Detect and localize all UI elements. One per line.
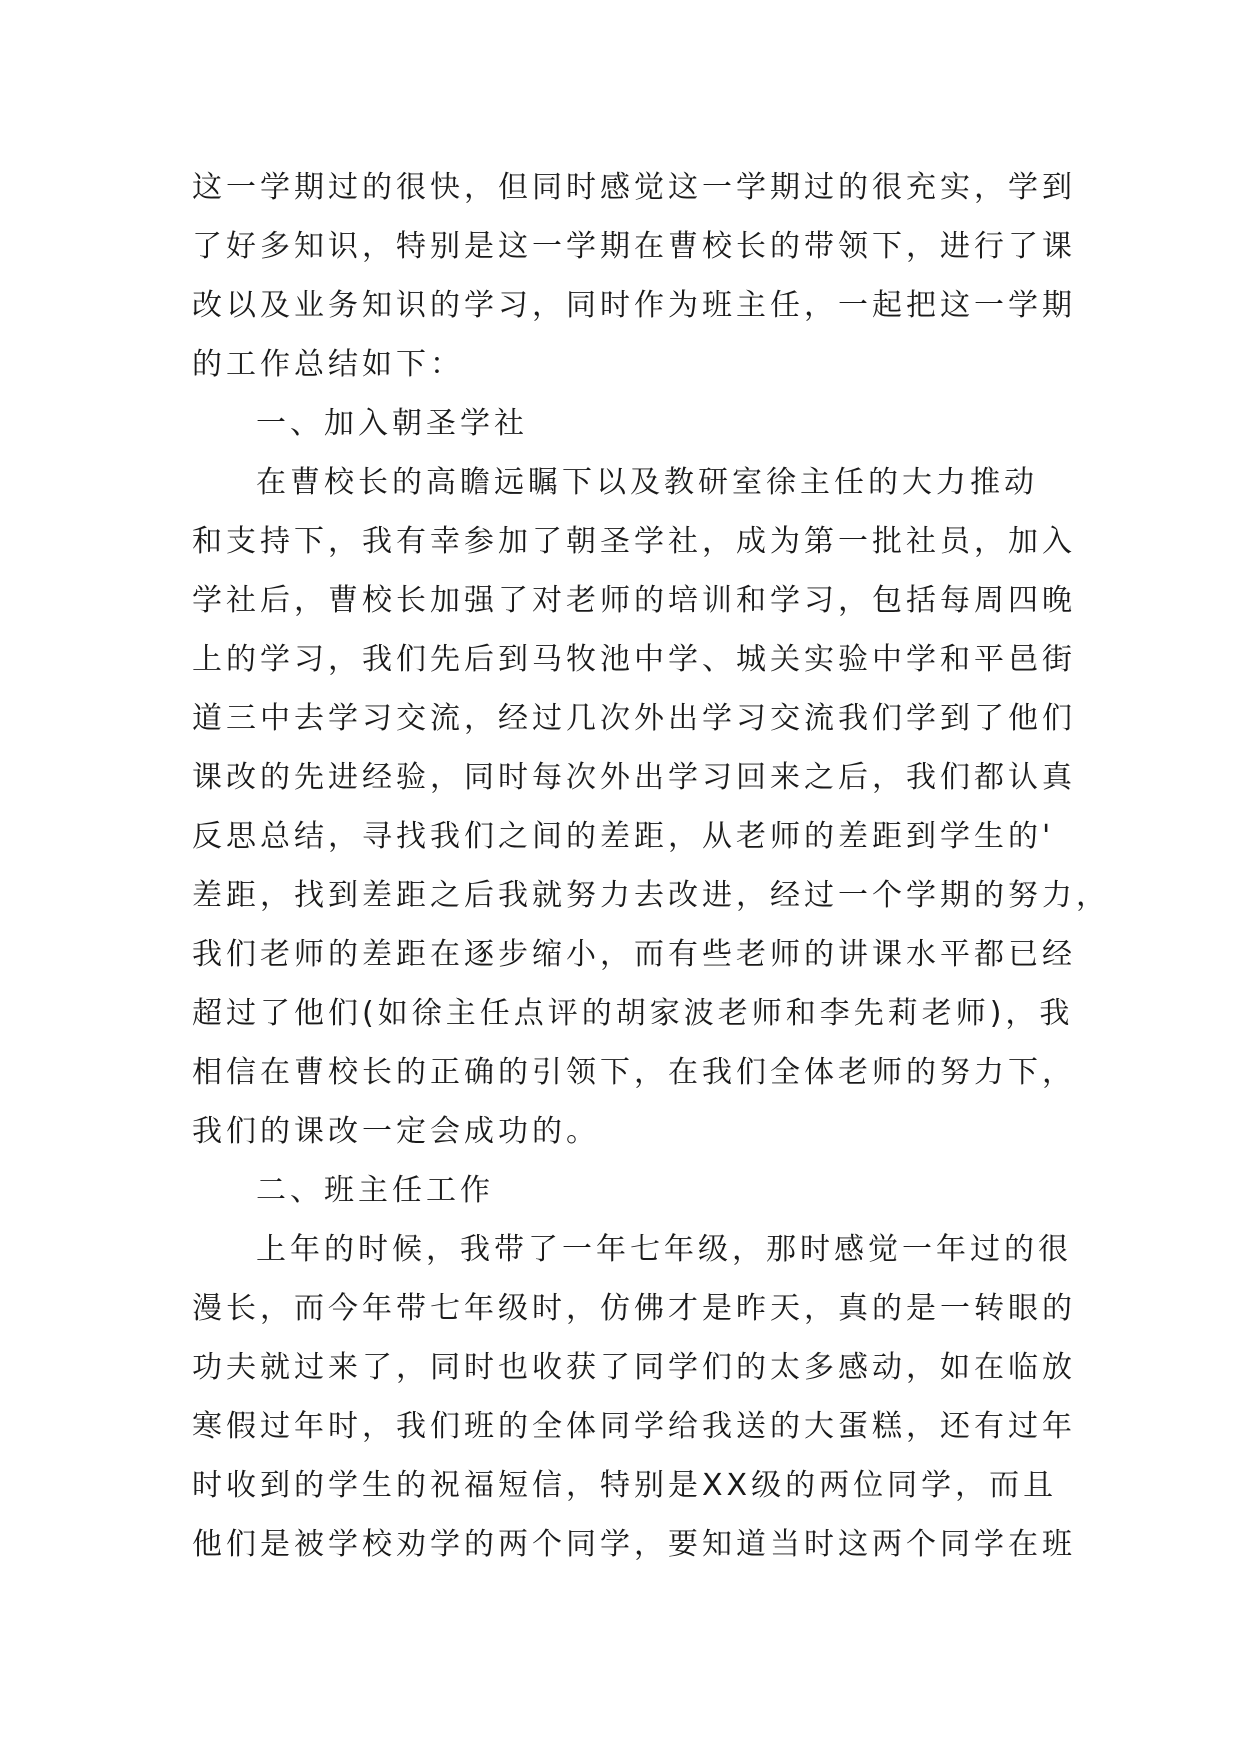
text-line: 在曹校长的高瞻远瞩下以及教研室徐主任的大力推动 xyxy=(256,465,1038,500)
text-line: 上的学习，我们先后到马牧池中学、城关实验中学和平邑街 xyxy=(192,642,1076,677)
text-line: 我们的课改一定会成功的。 xyxy=(192,1114,600,1149)
text-line: 超过了他们(如徐主任点评的胡家波老师和李先莉老师)，我 xyxy=(192,996,1074,1031)
text-line: 差距，找到差距之后我就努力去改进，经过一个学期的努力， xyxy=(192,878,1110,913)
text-line: 他们是被学校劝学的两个同学，要知道当时这两个同学在班 xyxy=(192,1527,1076,1562)
section-heading: 一、加入朝圣学社 xyxy=(256,406,528,441)
text-line: 上年的时候，我带了一年七年级，那时感觉一年过的很 xyxy=(256,1232,1072,1267)
text-line: 改以及业务知识的学习，同时作为班主任，一起把这一学期 xyxy=(192,288,1076,323)
text-line: 寒假过年时，我们班的全体同学给我送的大蛋糕，还有过年 xyxy=(192,1409,1076,1444)
document-body xyxy=(192,158,1110,1574)
text-line: 时收到的学生的祝福短信，特别是XX级的两位同学，而且 xyxy=(192,1468,1058,1503)
text-line: 学社后，曹校长加强了对老师的培训和学习，包括每周四晚 xyxy=(192,583,1076,618)
text-line: 漫长，而今年带七年级时，仿佛才是昨天，真的是一转眼的 xyxy=(192,1291,1076,1326)
text-line: 了好多知识，特别是这一学期在曹校长的带领下，进行了课 xyxy=(192,229,1076,264)
text-line: 的工作总结如下： xyxy=(192,347,464,382)
text-line: 课改的先进经验，同时每次外出学习回来之后，我们都认真 xyxy=(192,760,1076,795)
text-line: 这一学期过的很快，但同时感觉这一学期过的很充实，学到 xyxy=(192,170,1076,205)
text-line: 道三中去学习交流，经过几次外出学习交流我们学到了他们 xyxy=(192,701,1076,736)
text-line: 反思总结，寻找我们之间的差距，从老师的差距到学生的' xyxy=(192,819,1055,854)
section-heading: 二、班主任工作 xyxy=(256,1173,494,1208)
text-line: 相信在曹校长的正确的引领下，在我们全体老师的努力下， xyxy=(192,1055,1076,1090)
text-line: 功夫就过来了，同时也收获了同学们的太多感动，如在临放 xyxy=(192,1350,1076,1385)
text-line: 我们老师的差距在逐步缩小，而有些老师的讲课水平都已经 xyxy=(192,937,1076,972)
text-line: 和支持下，我有幸参加了朝圣学社，成为第一批社员，加入 xyxy=(192,524,1076,559)
